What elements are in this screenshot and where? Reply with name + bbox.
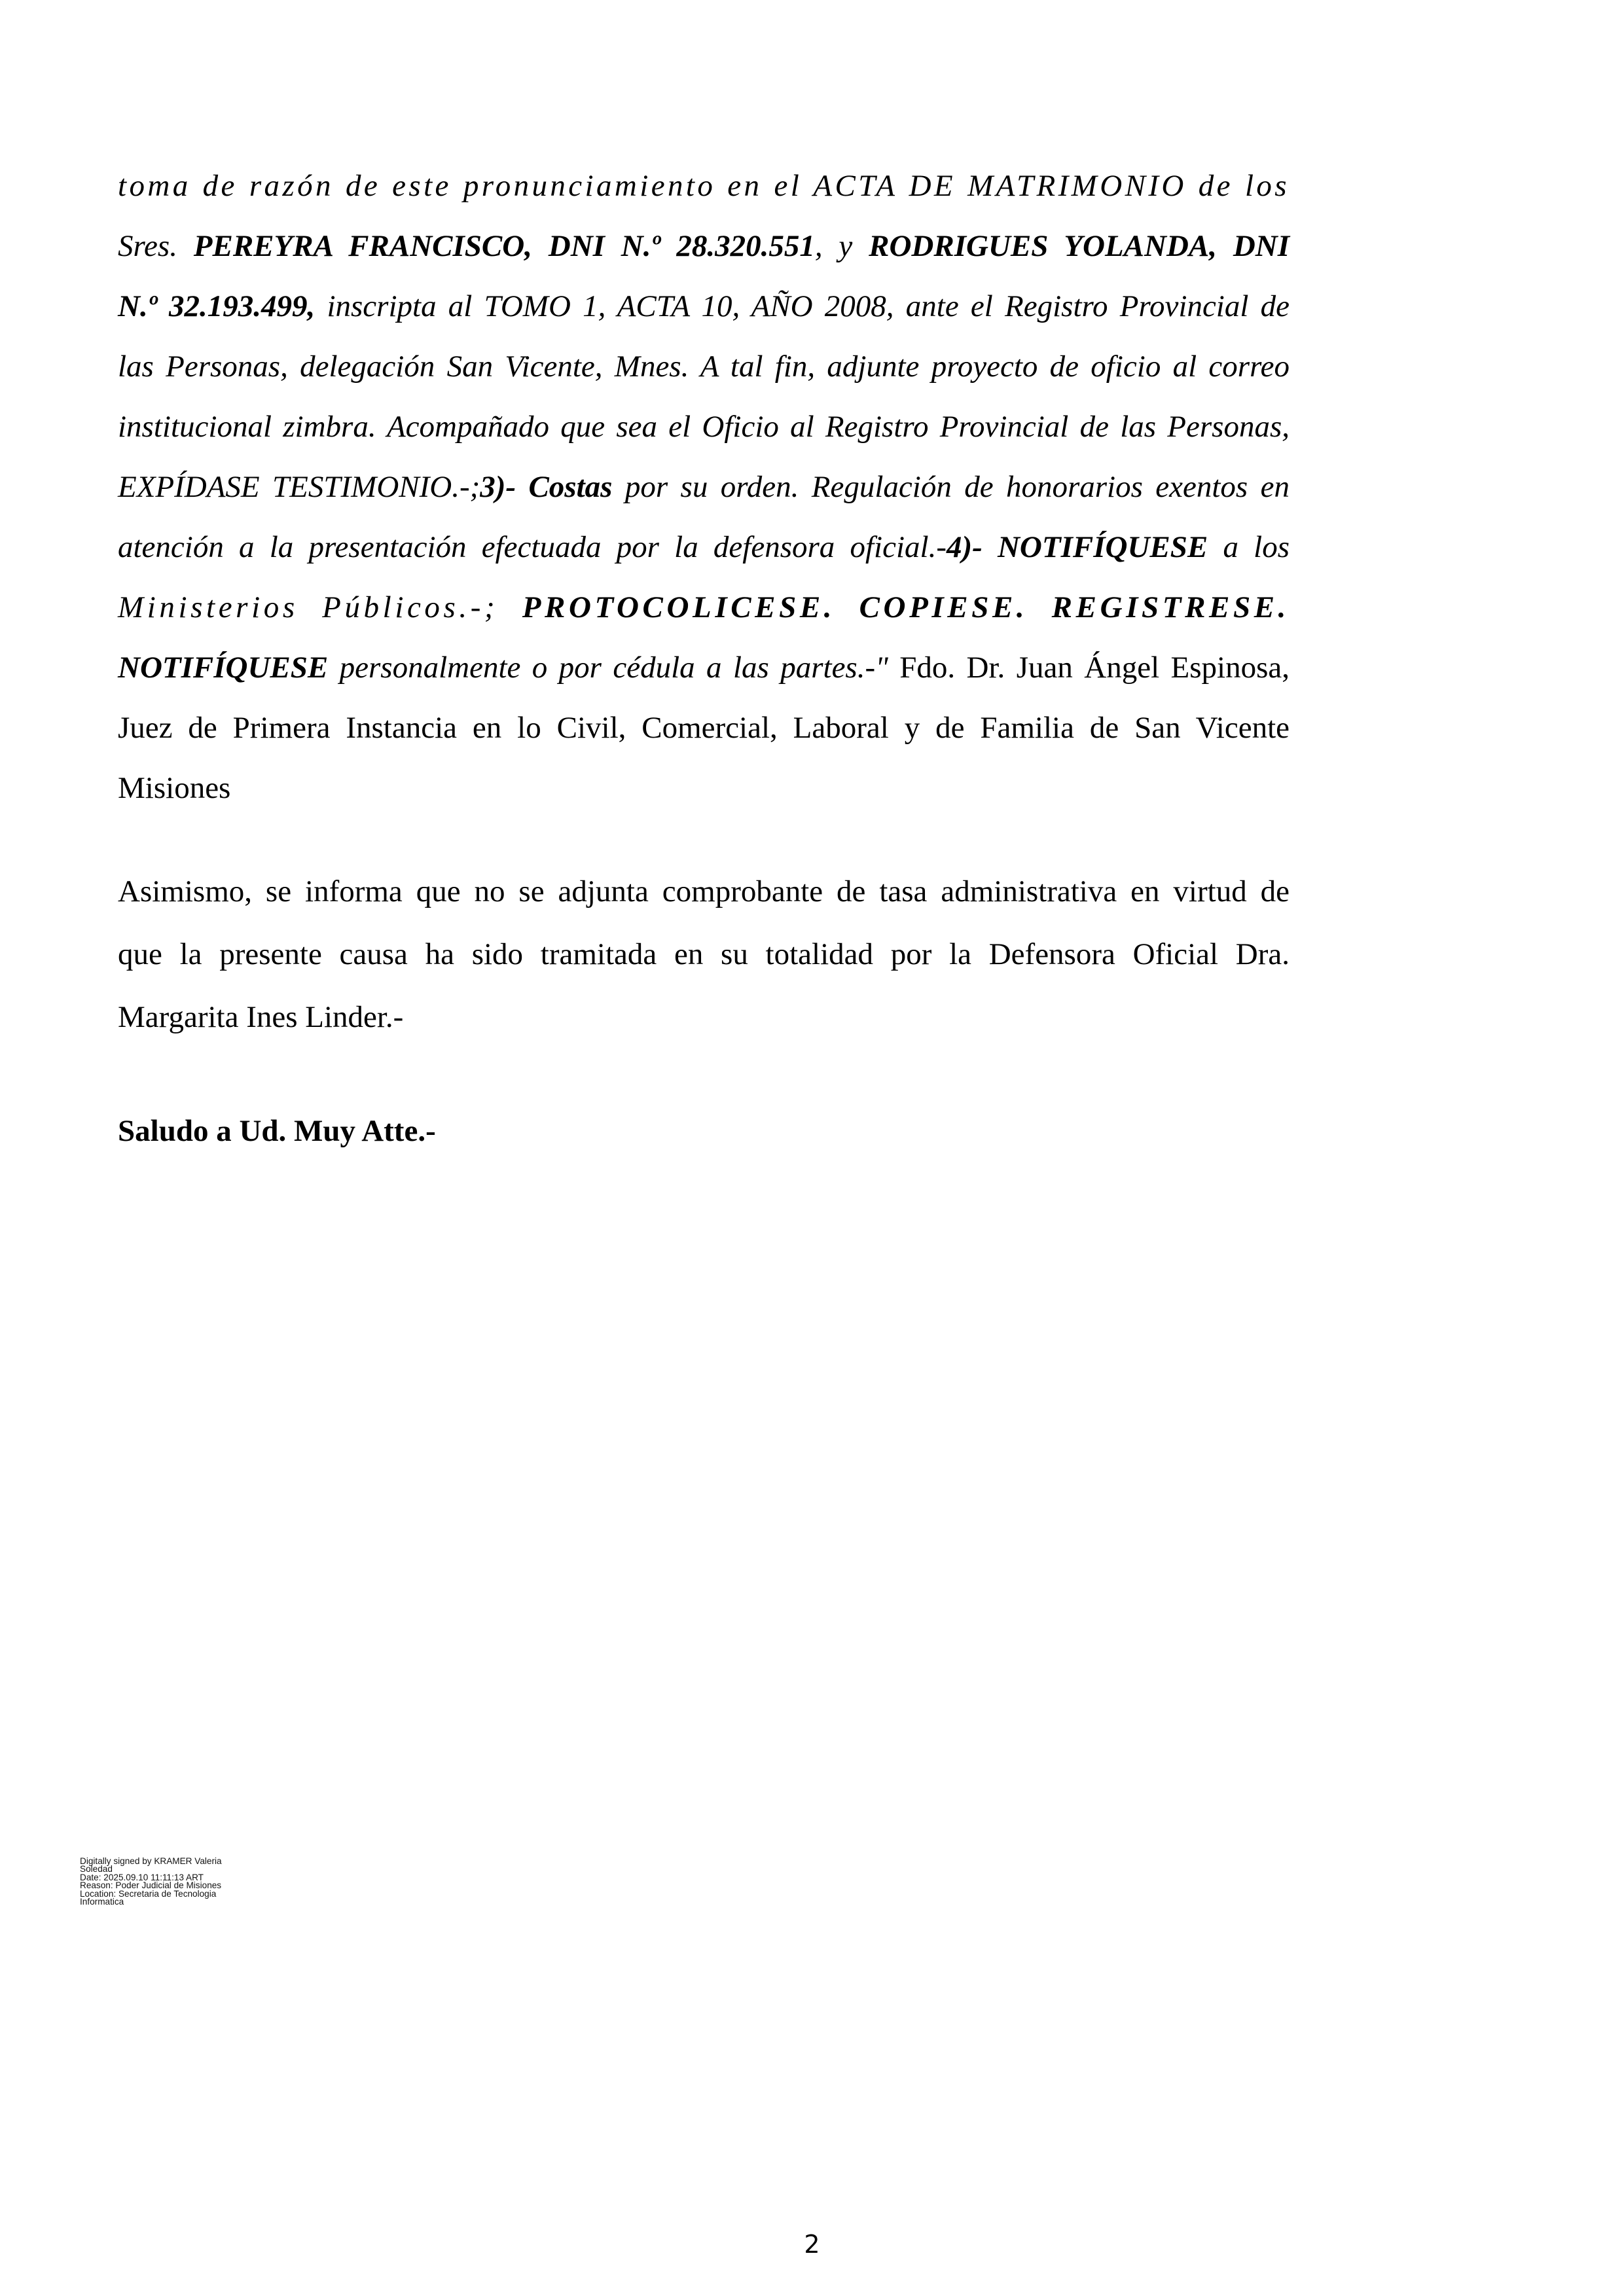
text-line <box>118 999 1290 1035</box>
text-run: Misiones <box>118 771 231 805</box>
text-run: Juez de Primera Instancia en lo Civil, Comercial, Laboral y de Familia de San Vicente <box>118 711 1290 745</box>
party-name-rodrigues: RODRIGUES YOLANDA, DNI <box>869 229 1290 263</box>
text-line <box>118 228 1290 264</box>
notifiquese-text: NOTIFÍQUESE <box>118 651 329 685</box>
protocolicese-text: PROTOCOLICESE. COPIESE. REGISTRESE. <box>522 590 1290 624</box>
signature-line: Soledad <box>80 1864 113 1874</box>
text-line <box>118 589 1290 626</box>
text-run: toma de razón de este pronunciamiento en el ACTA DE MATRIMONIO de los <box>118 169 1290 203</box>
text-run: personalmente o por cédula a las partes.-" <box>328 651 888 685</box>
text-run: EXPÍDASE TESTIMONIO.-; <box>118 470 480 504</box>
dni-number: N.º 32.193.499, <box>118 289 316 323</box>
signature-line: Location: Secretaria de Tecnologia <box>80 1888 217 1899</box>
text-run: Margarita Ines Linder.- <box>118 1000 404 1034</box>
text-run: Ministerios Públicos.-; <box>118 590 522 624</box>
text-run: por su orden. Regulación de honorarios exentos en <box>612 470 1290 504</box>
text-line <box>118 770 1290 806</box>
text-run: inscripta al TOMO 1, ACTA 10, AÑO 2008, ante el Registro Provincial de <box>315 289 1290 323</box>
text-line <box>118 288 1290 325</box>
signature-line: Digitally signed by KRAMER Valeria <box>80 1856 222 1866</box>
text-line <box>118 649 1290 686</box>
closing-line: Saludo a Ud. Muy Atte.- <box>118 1114 436 1148</box>
text-run: que la presente causa ha sido tramitada en su totalidad por la Defensora Oficial Dra. <box>118 937 1290 971</box>
digital-signature-block <box>80 1857 296 1906</box>
text-run: , y <box>814 229 869 263</box>
text-run: institucional zimbra. Acompañado que sea el Oficio al Registro Provincial de las Personas, <box>118 410 1290 444</box>
notifiquese-heading: 4)- NOTIFÍQUESE <box>946 530 1208 564</box>
text-run: Fdo. Dr. Juan Ángel Espinosa, <box>888 651 1290 685</box>
text-line <box>118 348 1290 385</box>
text-line <box>118 469 1290 505</box>
text-run: Sres. <box>118 229 194 263</box>
text-line <box>118 408 1290 445</box>
text-line <box>118 709 1290 746</box>
signature-line: Date: 2025.09.10 11:11:13 ART <box>80 1872 204 1882</box>
text-run: las Personas, delegación San Vicente, Mnes. A tal fin, adjunte proyecto de oficio al correo <box>118 350 1290 384</box>
signature-line: Reason: Poder Judicial de Misiones <box>80 1880 222 1891</box>
text-line <box>118 529 1290 565</box>
text-run: atención a la presentación efectuada por la defensora oficial.- <box>118 530 947 564</box>
text-line <box>118 873 1290 910</box>
text-run: Asimismo, se informa que no se adjunta comprobante de tasa administrativa en virtud de <box>118 874 1290 908</box>
page-number: 2 <box>804 2230 820 2259</box>
costas-heading: 3)- Costas <box>480 470 613 504</box>
party-name-pereyra: PEREYRA FRANCISCO, DNI N.º 28.320.551 <box>193 229 815 263</box>
text-line <box>118 936 1290 973</box>
text-line <box>118 168 1290 204</box>
text-run: a los <box>1208 530 1290 564</box>
signature-line: Informatica <box>80 1897 124 1907</box>
